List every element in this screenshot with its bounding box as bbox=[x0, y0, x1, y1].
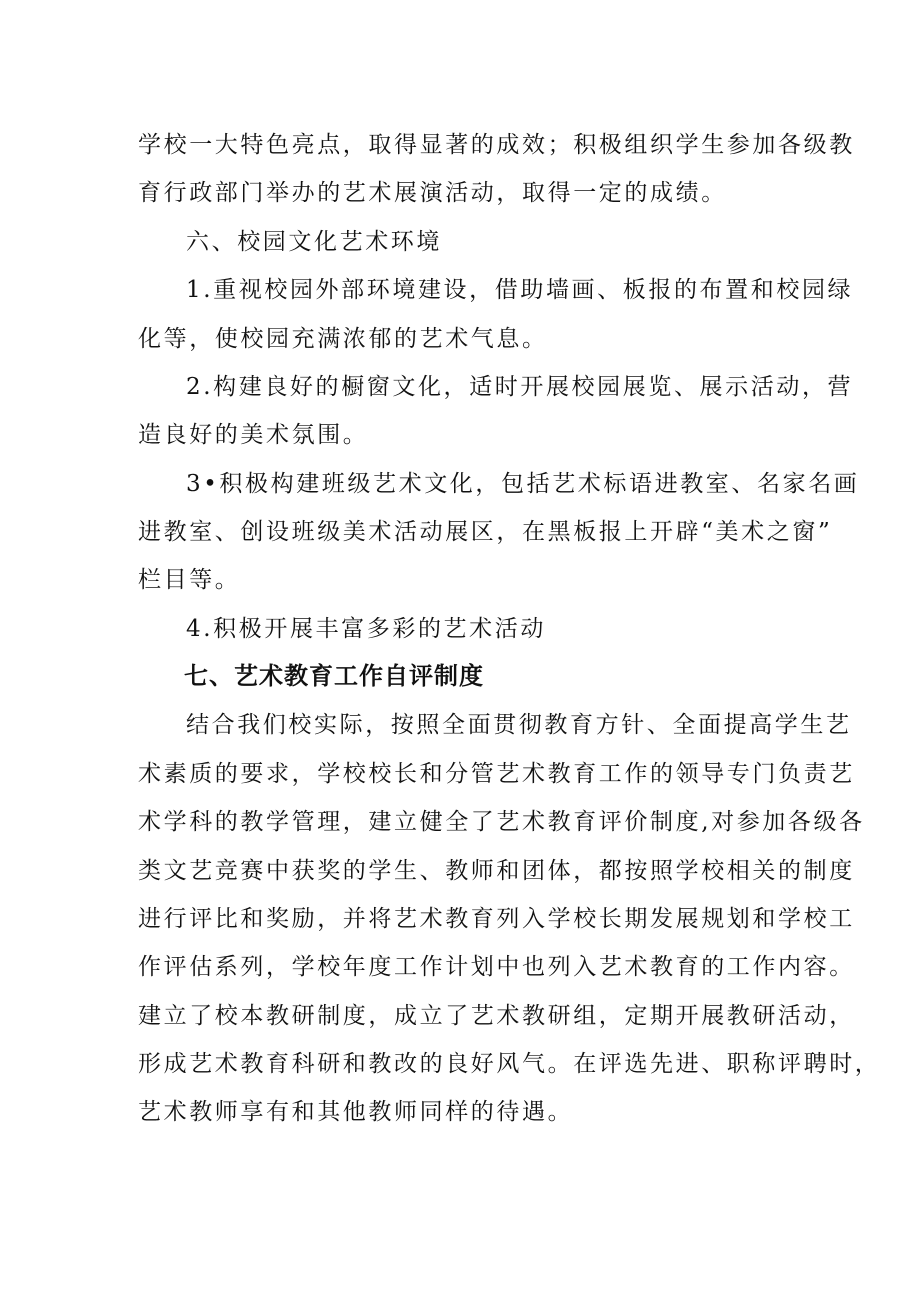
paragraph-line: 类文艺竞赛中获奖的学生、教师和团体，都按照学校相关的制度 bbox=[138, 858, 855, 884]
list-item-2: 2.构建良好的橱窗文化，适时开展校园展览、展示活动，营 bbox=[186, 374, 854, 400]
paragraph-line: 建立了校本教研制度，成立了艺术教研组，定期开展教研活动， bbox=[138, 1003, 855, 1029]
paragraph-line: 艺术教师享有和其他教师同样的待遇。 bbox=[138, 1099, 574, 1125]
paragraph-line: 术学科的教学管理，建立健全了艺术教育评价制度,对参加各级各 bbox=[138, 809, 865, 835]
list-item-1-cont: 化等，使校园充满浓郁的艺术气息。 bbox=[138, 326, 548, 352]
list-item-4: 4.积极开展丰富多彩的艺术活动 bbox=[186, 616, 546, 642]
list-item-3-cont: 进教室、创设班级美术活动展区，在黑板报上开辟“美术之窗” bbox=[138, 519, 833, 545]
paragraph-line: 术素质的要求，学校校长和分管艺术教育工作的领导专门负责艺 bbox=[138, 761, 855, 787]
list-item-3-cont: 栏目等。 bbox=[138, 567, 241, 593]
paragraph-line: 学校一大特色亮点，取得显著的成效；积极组织学生参加各级教 bbox=[138, 132, 855, 158]
section-title-six: 六、校园文化艺术环境 bbox=[186, 229, 442, 255]
list-item-1: 1.重视校园外部环境建设，借助墙画、板报的布置和校园绿 bbox=[186, 277, 854, 303]
paragraph-line: 作评估系列，学校年度工作计划中也列入艺术教育的工作内容。 bbox=[138, 954, 855, 980]
paragraph-line: 结合我们校实际，按照全面贯彻教育方针、全面提高学生艺 bbox=[186, 712, 852, 738]
section-heading-seven: 七、艺术教育工作自评制度 bbox=[184, 662, 484, 690]
list-item-2-cont: 造良好的美术氛围。 bbox=[138, 422, 369, 448]
paragraph-line: 形成艺术教育科研和教改的良好风气。在评选先进、职称评聘时， bbox=[138, 1051, 881, 1077]
list-item-3: 3•积极构建班级艺术文化，包括艺术标语进教室、名家名画 bbox=[186, 471, 860, 497]
paragraph-line: 育行政部门举办的艺术展演活动，取得一定的成绩。 bbox=[138, 180, 727, 206]
paragraph-line: 进行评比和奖励，并将艺术教育列入学校长期发展规划和学校工 bbox=[138, 906, 855, 932]
